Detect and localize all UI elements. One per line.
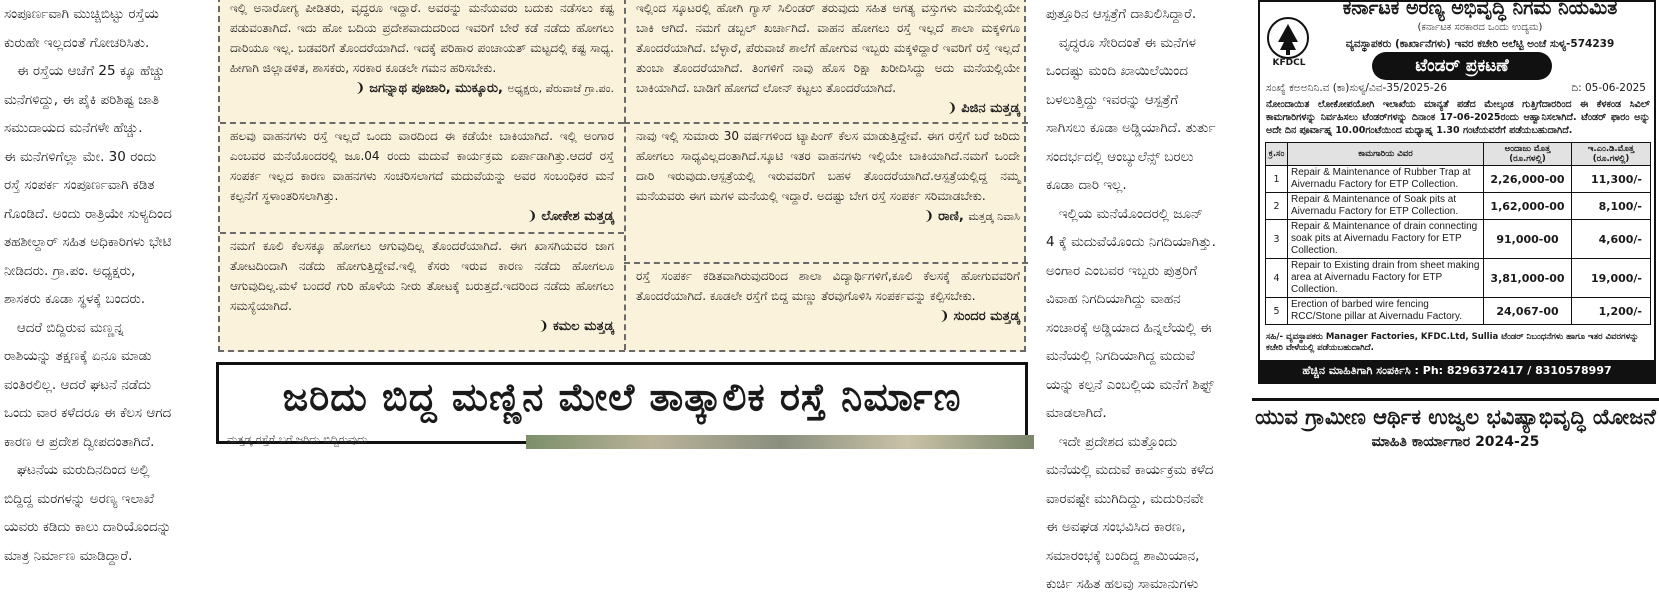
- article-lead-snippet: ಮತ್ತಡ್ಕ ರಸ್ತೆಗೆ ಬರೆ ಜರಿದು ಬಿದ್ದಿರುವುದು: [227, 433, 368, 446]
- text-line: ವಾರವಷ್ಟೇ ಮುಗಿದಿದ್ದು, ಮದುರಿನವೇ: [1046, 490, 1204, 507]
- text-line: ಯವರು ಕಡಿದು ಕಾಲು ದಾರಿಯೊಂದನ್ನು: [4, 519, 172, 535]
- text-line: ಮಾತ್ರ ನಿರ್ಮಾಣ ಮಾಡಿದ್ದಾರೆ.: [4, 547, 133, 564]
- text-line: ಬಿದ್ದಿದ್ದ ಮರಗಳನ್ನು ಅರಣ್ಯ ಇಲಾಖೆ: [4, 490, 155, 507]
- scheme-subtitle: ಮಾಹಿತಿ ಕಾರ್ಯಾಗಾರ 2024-25: [1371, 434, 1540, 450]
- opinion-text: ನಮಗೆ ಕೂಲಿ ಕೆಲಸಕ್ಕೂ ಹೋಗಲು ಆಗುವುದಿಲ್ಲ ತೊಂದರೆಯಾಗಿದೆ. ಈಗ ಖಾಸಗಿಯವರ ಜಾಗ ತೋಟದಿಂದಾಗಿ ನಡೆದು ಹೋಗುತ್ತಿದ್ದೇವೆ.ಇಲ್ಲಿ ಕೆಸರು ಇರುವ ಕಾರಣ ನಡೆದು ಹೋಗಲೂ ಆಗುವುದಿಲ್ಲ.ಮಳೆ ಬಂದರೆ ಗುರಿ ಹೊಳೆಯ ನೀರು ತೋಟಕ್ಕೆ ಬರುತ್ತದೆ.ಇದರಿಂದ ನಡೆದು ಹೋಗಲು ಸಮಸ್ಯೆಯಾಗಿದೆ.: [230, 239, 614, 313]
- text-line: ವಂತಿರಲಿಲ್ಲ. ಆದರೆ ಘಟನೆ ನಡೆದು: [4, 376, 152, 393]
- opinion-signature: ❩ ಪಿಜಿನ ಮತ್ತಡ್ಕ: [636, 98, 1020, 120]
- opinion-signature: ❩ ಲೋಕೇಶ ಮತ್ತಡ್ಕ: [230, 206, 614, 228]
- quote-icon: ❩: [938, 309, 950, 324]
- emd-amount: 4,600/-: [1572, 220, 1651, 259]
- article-headline: ಜರಿದು ಬಿದ್ದ ಮಣ್ಣಿನ ಮೇಲೆ ತಾತ್ಕಾಲಿಕ ರಸ್ತೆ ನಿರ್ಮಾಣ: [282, 375, 962, 419]
- row-number: 2: [1266, 193, 1288, 220]
- opinion-signature: ❩ ಸುಂದರ ಮತ್ತಡ್ಕ: [636, 306, 1020, 328]
- text-line: ಕೂಡಾ ದಾರಿ ಇಲ್ಲ.: [1046, 177, 1127, 193]
- text-line: ಕಾರಣ ಆ ಪ್ರದೇಶ ದ್ವೀಪದಂತಾಗಿದೆ.: [4, 433, 155, 450]
- opinion-separator: [624, 122, 1028, 124]
- text-line: ವೃದ್ಧರೂ ಸೇರಿದಂತೆ ಈ ಮನೆಗಳ: [1046, 34, 1196, 51]
- text-line: ಸಮುದಾಯದ ಮನೆಗಳೇ ಹೆಚ್ಚು.: [4, 120, 143, 136]
- text-line: ಕುರುಹೇ ಇಲ್ಲದಂತೆ ಗೋಚರಿಸಿತು.: [4, 34, 150, 51]
- estimated-amount: 24,067-00: [1484, 298, 1572, 325]
- text-line: ಸಂಪೂರ್ಣವಾಗಿ ಮುಚ್ಚಿಬಿಟ್ಟು ರಸ್ತೆಯ: [4, 6, 159, 22]
- kfdcl-logo-icon: [1266, 16, 1310, 60]
- table-row: [1266, 298, 1651, 325]
- emd-amount: 11,300/-: [1572, 166, 1651, 193]
- tender-advertisement: [1258, 0, 1656, 384]
- text-line: ಗೊಂಡಿದೆ. ಅಂದು ರಾತ್ರಿಯೇ ಸುಳ್ಯದಿಂದ: [4, 205, 172, 222]
- opinion-5: [636, 126, 1020, 228]
- text-line: ಒಂದು ವಾರ ಕಳೆದರೂ ಈ ಕೆಲಸ ಆಗದ: [4, 405, 172, 421]
- article-photo: [526, 435, 1034, 449]
- col-header: ಕ್ರ.ಸಂ: [1266, 143, 1288, 166]
- text-line: ಸಮಾರಂಭಕ್ಕೆ ಬಂದಿದ್ದ ಶಾಮಿಯಾನ,: [1046, 547, 1200, 564]
- quote-icon: ❩: [946, 101, 958, 116]
- tender-table: [1265, 142, 1651, 325]
- text-line: ಈ ಅವಘಡ ಸಂಭವಿಸಿದ ಕಾರಣ,: [1046, 519, 1186, 535]
- opinion-2: [230, 126, 614, 228]
- article-column-right: [1046, 0, 1242, 592]
- opinion-4: [636, 0, 1020, 120]
- text-line: ಇದೇ ಪ್ರದೇಶದ ಮತ್ತೊಂದು: [1046, 433, 1178, 450]
- text-line: ಯನ್ನು ಕಲ್ಪನೆ ಎಂಬಲ್ಲಿಯ ಮನೆಗೆ ಶಿಫ್ಟ್: [1046, 376, 1214, 393]
- text-line: ನೀಡಿದರು. ಗ್ರಾ.ಪಂ. ಅಧ್ಯಕ್ಷರು,: [4, 262, 136, 279]
- opinion-separator: [624, 262, 1028, 264]
- logo-label: KFDCL: [1272, 58, 1306, 68]
- org-address: ವ್ಯವಸ್ಥಾಪಕರು (ಕಾರ್ಖಾನೆಗಳು) ಇವರ ಕಚೇರಿ ಅಲೆಟ್ಟಿ ಅಂಚೆ ಸುಳ್ಯ-574239: [1345, 38, 1615, 50]
- row-number: 5: [1266, 298, 1288, 325]
- text-line: ರಸ್ತೆ ಸಂಪರ್ಕ ಸಂಪೂರ್ಣವಾಗಿ ಕಡಿತ: [4, 177, 155, 193]
- opinion-text: ಇಲ್ಲಿ ಅನಾರೋಗ್ಯ ಪೀಡಿತರು, ವೃದ್ಧರೂ ಇದ್ದಾರೆ. ಅವರನ್ನು ಮನೆಯವರು ಬದುಕು ನಡೆಸಲು ಕಷ್ಟ ಪಡುವಂತಾಗಿದೆ. ಇದು ಹೋ ಬದಿಯ ಪ್ರದೇಶವಾದುದರಿಂದ ಇವರಿಗೆ ಬೇರೆ ಕಡೆ ನಡೆದು ಹೋಗಲು ದಾರಿಯೂ ಇಲ್ಲ. ಬಡವರಿಗೆ ತೊಂದರೆಯಾಗಿದೆ. ಇದಕ್ಕೆ ಪರಿಹಾರ ಪಂಚಾಯತ್ ಮಟ್ಟದಲ್ಲಿ ಕಷ್ಟ ಸಾಧ್ಯ. ಹೀಗಾಗಿ ಜಿಲ್ಲಾಡಳಿತ, ಶಾಸಕರು, ಸರಕಾರ ಕೂಡಲೇ ಗಮನ ಹರಿಸಬೇಕು.: [230, 1, 614, 75]
- quote-icon: ❩: [923, 209, 935, 224]
- col-header: ಕಾಮಗಾರಿಯ ವಿವರ: [1288, 143, 1484, 166]
- quote-icon: ❩: [354, 81, 366, 96]
- text-line: ಮನೆಯಲ್ಲಿ ಮದುವೆ ಕಾರ್ಯಕ್ರಮ ಕಳೆದ: [1046, 462, 1214, 478]
- opinion-separator: [220, 232, 624, 234]
- emd-amount: 8,100/-: [1572, 193, 1651, 220]
- column-divider: [624, 0, 626, 350]
- text-line: ಬಳಲುತ್ತಿದ್ದು ಇವರನ್ನು ಆಸ್ಪತ್ರೆಗೆ: [1046, 91, 1179, 108]
- opinion-3: [230, 236, 614, 338]
- text-line: ಶಾಸಕರು ಕೂಡಾ ಸ್ಥಳಕ್ಕೆ ಬಂದರು.: [4, 291, 146, 307]
- opinion-signature: ❩ ಜಗನ್ನಾಥ ಪೂಜಾರಿ, ಮುಕ್ಕೂರು, ಅಧ್ಯಕ್ಷರು, ಪೆರುವಾಜೆ ಗ್ರಾ.ಪಂ.: [230, 78, 614, 100]
- org-name: ಕರ್ನಾಟಕ ಅರಣ್ಯ ಅಭಿವೃದ್ಧಿ ನಿಗಮ ನಿಯಮಿತ: [1342, 0, 1618, 19]
- text-line: ತಹಶೀಲ್ದಾರ್ ಸಹಿತ ಅಧಿಕಾರಿಗಳು ಭೇಟಿ: [4, 234, 172, 250]
- emd-amount: 1,200/-: [1572, 298, 1651, 325]
- tender-date: ದಿ: 05-06-2025: [1571, 82, 1646, 94]
- text-line: ಇಲ್ಲಿಯ ಮನೆಯೊಂದರಲ್ಲಿ ಜೂನ್: [1046, 205, 1203, 222]
- text-line: ಈ ಮನೆಗಳಿಗೆಲ್ಲಾ ಮೇ. 30 ರಂದು: [4, 148, 157, 165]
- text-line: 4 ಕ್ಕೆ ಮದುವೆಯೊಂದು ನಿಗದಿಯಾಗಿತ್ತು.: [1046, 234, 1216, 250]
- org-subtitle: (ಕರ್ನಾಟಕ ಸರಕಾರದ ಒಂದು ಉದ್ಯಮ): [1417, 22, 1543, 33]
- tender-contact: ಹೆಚ್ಚಿನ ಮಾಹಿತಿಗಾಗಿ ಸಂಪರ್ಕಿಸಿ : Ph: 8296372417 / 8310578997: [1260, 360, 1654, 382]
- scheme-headline-box: [1252, 398, 1659, 450]
- text-line: ಘಟನೆಯ ಮರುದಿನದಿಂದ ಅಲ್ಲಿ: [4, 462, 150, 478]
- estimated-amount: 2,26,000-00: [1484, 166, 1572, 193]
- work-description: Repair & Maintenance of Soak pits at Aivernadu Factory for ETP Collection.: [1288, 193, 1484, 220]
- text-line: ರಾಶಿಯನ್ನು ತಕ್ಷಣಕ್ಕೆ ಏನೂ ಮಾಡು: [4, 348, 152, 364]
- tender-reference: ಸಂಖ್ಯೆ ಕಅಅನಿನಿ.ವ (ಕಾ)ಸುಳ್ಯ/ವಿವ-35/2025-26: [1266, 82, 1448, 94]
- opinion-separator: [220, 122, 624, 124]
- opinion-6: [636, 266, 1020, 328]
- text-line: ವಿವಾಹ ನಿಗದಿಯಾಗಿದ್ದು ವಾಹನ: [1046, 291, 1181, 307]
- public-opinions-box: [218, 0, 1026, 352]
- tender-title: ಟೆಂಡರ್ ಪ್ರಕಟಣೆ: [1372, 52, 1552, 80]
- opinion-text: ರಸ್ತೆ ಸಂಪರ್ಕ ಕಡಿತವಾಗಿರುವುದರಿಂದ ಶಾಲಾ ವಿದ್ಯಾರ್ಥಿಗಳಿಗೆ,ಕೂಲಿ ಕೆಲಸಕ್ಕೆ ಹೋಗುವವರಿಗೆ ತೊಂದರೆಯಾಗಿದೆ. ಕೂಡಲೇ ರಸ್ತೆಗೆ ಬಿದ್ದ ಮಣ್ಣು ತೆರವುಗೊಳಿಸಿ ಸಂಪರ್ಕವನ್ನು ಕಲ್ಪಿಸಬೇಕು.: [636, 269, 1020, 303]
- text-line: ಮನೆಗಳಿದ್ದು, ಈ ಪೈಕಿ ಪರಿಶಿಷ್ಟ ಜಾತಿ: [4, 91, 160, 108]
- table-row: [1266, 220, 1651, 259]
- opinion-signature: ❩ ರಾಣಿ, ಮತ್ತಡ್ಕ ನಿವಾಸಿ: [636, 206, 1020, 228]
- work-description: Repair to Existing drain from sheet making area at Aivernadu Factory for ETP Collection.: [1288, 259, 1484, 298]
- text-line: ಮನೆಯಲ್ಲಿ ನಿಗದಿಯಾಗಿದ್ದ ಮದುವೆ: [1046, 348, 1195, 364]
- quote-icon: ❩: [526, 209, 538, 224]
- text-line: ಮಾಡಲಾಗಿದೆ.: [1046, 405, 1107, 421]
- quote-icon: ❩: [538, 319, 549, 334]
- opinion-text: ಹಲವು ವಾಹನಗಳು ರಸ್ತೆ ಇಲ್ಲದೆ ಒಂದು ವಾರದಿಂದ ಈ ಕಡೆಯೇ ಬಾಕಿಯಾಗಿದೆ. ಇಲ್ಲಿ ಅಂಗಾರ ಎಂಬವರ ಮನೆಯೊಂದರಲ್ಲಿ ಜೂ.04 ರಂದು ಮದುವೆ ಕಾರ್ಯಕ್ರಮ ಏರ್ಪಾಡಾಗಿತ್ತು.ಆದರೆ ರಸ್ತೆ ಸಂಪರ್ಕ ಇಲ್ಲದ ಕಾರಣ ವಾಹನಗಳು ಸಂಚರಿಸಲಾಗದೆ ಮದುವೆಯನ್ನು ಅವರ ಸಂಬಂಧಿಕರ ಮನೆ ಕಲ್ಪನೆಗೆ ಸ್ಥಳಾಂತರಿಸಲಾಗಿತ್ತು.: [230, 129, 614, 203]
- tender-notice: ನೋಂದಾಯಿತ ಲೋಕೋಪಯೋಗಿ ಇಲಾಖೆಯ ಮಾನ್ಯತೆ ಪಡೆದ ಮೇಲ್ಕಂಡ ಗುತ್ತಿಗೆದಾರರಿಂದ ಈ ಕೆಳಕಂಡ ಸಿವಿಲ್ ಕಾಮಗಾರಿಗಳನ್ನು ನಿರ್ವಹಿಸಲು ಟೆಂಡರ್‌ಗಳನ್ನು ದಿನಾಂಕ 17-06-2025ರಂದು ಆಹ್ವಾನಿಸಲಾಗಿದೆ. ಟೆಂಡರ್ ಫಾರಂ ಅನ್ನು ಅದೇ ದಿನ ಪೂರ್ವಾಹ್ನ 10.00ಗಂಟೆಯಿಂದ ಮಧ್ಯಾಹ್ನ 1.30 ಗಂಟೆಯವರೆಗೆ ಪಡೆಯಬಹುದಾಗಿದೆ.: [1266, 99, 1650, 136]
- estimated-amount: 91,000-00: [1484, 220, 1572, 259]
- work-description: Repair & Maintenance of Rubber Trap at Aivernadu Factory for ETP Collection.: [1288, 166, 1484, 193]
- row-number: 1: [1266, 166, 1288, 193]
- opinion-1: [230, 0, 614, 100]
- emd-amount: 19,000/-: [1572, 259, 1651, 298]
- estimated-amount: 3,81,000-00: [1484, 259, 1572, 298]
- text-line: ಸಂದರ್ಭದಲ್ಲಿ ಆಂಬ್ಯುಲೆನ್ಸ್ ಬರಲು: [1046, 148, 1194, 165]
- text-line: ಈ ರಸ್ತೆಯ ಆಚೆಗೆ 25 ಕ್ಕೂ ಹೆಚ್ಚು: [4, 63, 165, 79]
- table-row: [1266, 193, 1651, 220]
- tender-footer: ಸಹಿ/- ವ್ಯವಸ್ಥಾಪಕರು Manager Factories, KFDC.Ltd, Sullia ಟೆಂಡರ್ ನಿಬಂಧನೆಗಳು ಹಾಗೂ ಇತರ ವಿವರಗಳನ್ನು ಕಚೇರಿ ವೇಳೆಯಲ್ಲಿ ಪಡೆಯಬಹುದಾಗಿದೆ.: [1266, 332, 1639, 353]
- work-description: Repair & Maintenance of drain connecting soak pits at Aivernadu Factory for ETP Collection.: [1288, 220, 1484, 259]
- row-number: 3: [1266, 220, 1288, 259]
- opinion-signature: ❩ ಕಮಲ ಮತ್ತಡ್ಕ: [230, 316, 614, 338]
- text-line: ಆದರೆ ಬಿದ್ದಿರುವ ಮಣ್ಣನ್ನ: [4, 319, 124, 336]
- opinion-text: ಇಲ್ಲಿಂದ ಸ್ಕೂಟರಲ್ಲಿ ಹೋಗಿ ಗ್ಯಾಸ್ ಸಿಲಿಂಡರ್ ತರುವುದು ಸಹಿತ ಅಗತ್ಯ ವಸ್ತುಗಳು ಮನೆಯಲ್ಲಿಯೇ ಬಾಕಿ ಆಗಿದೆ. ನಮಗೆ ಡಬ್ಬಲ್ ಖರ್ಚಾಗಿದೆ. ವಾಹನ ಹೋಗಲು ರಸ್ತೆ ಇಲ್ಲದೆ ಶಾಲಾ ಮಕ್ಕಳಿಗೂ ತೊಂದರೆಯಾಗಿದೆ. ಬೆಳ್ಳಾರೆ, ಪೆರುವಾಜೆ ಶಾಲೆಗೆ ಹೋಗುವ ಇಬ್ಬರು ಮಕ್ಕಳಿದ್ದಾರೆ ಇವರಿಗೆ ರಸ್ತೆ ಇಲ್ಲದೆ ತುಂಬಾ ತೊಂದರೆಯಾಗಿದೆ. ತಿಂಗಳಿಗೆ ನಾವು ಹೊಸ ರಿಕ್ಷಾ ಖರೀದಿಸಿದ್ದು ಅದು ಮನೆಯಲ್ಲಿಯೇ ಬಾಕಿಯಾಗಿದೆ. ಬಾಡಿಗೆ ಹೋಗದೆ ಲೋನ್ ಕಟ್ಟಲು ತೊಂದರೆಯಾಗಿದೆ.: [636, 1, 1020, 95]
- text-line: ಒಂದಷ್ಟು ಮಂದಿ ಖಾಯಿಲೆಯಿಂದ: [1046, 63, 1188, 79]
- row-number: 4: [1266, 259, 1288, 298]
- text-line: ಪುತ್ತೂರಿನ ಆಸ್ಪತ್ರೆಗೆ ದಾಖಲಿಸಿದ್ದಾರೆ.: [1046, 6, 1197, 22]
- opinion-text: ನಾವು ಇಲ್ಲಿ ಸುಮಾರು 30 ವರ್ಷಗಳಿಂದ ಟ್ಯಾಪಿಂಗ್ ಕೆಲಸ ಮಾಡುತ್ತಿದ್ದೇವೆ. ಈಗ ರಸ್ತೆಗೆ ಬರೆ ಜರಿದು ಹೋಗಲು ಸಾಧ್ಯವಿಲ್ಲದಂತಾಗಿದೆ.ಸ್ಕೂಟಿ ಇತರ ವಾಹನಗಳು ಇಲ್ಲಿಯೇ ಬಾಕಿಯಾಗಿದೆ.ನಮಗೆ ಒಂದೇ ದಾರಿ ಇರುವುದು.ಆಸ್ಪತ್ರೆಯಲ್ಲಿ ಇರುವವರಿಗೆ ಬಹಳ ತೊಂದರೆಯಾಗಿದೆ.ಆಸ್ಪತ್ರೆಯಲ್ಲಿದ್ದ ನಮ್ಮ ಮನೆಯವರು ಈಗ ಮಗಳ ಮನೆಯಲ್ಲಿ ಇದ್ದಾರೆ. ಅದಷ್ಟು ಬೇಗ ರಸ್ತೆ ಸಂಪರ್ಕ ಸರಿಮಾಡಬೇಕು.: [636, 129, 1020, 203]
- table-row: [1266, 259, 1651, 298]
- scheme-title: ಯುವ ಗ್ರಾಮೀಣ ಆರ್ಥಿಕ ಉಜ್ವಲ ಭವಿಷ್ಯಾಭಿವೃದ್ಧಿ ಯೋಜನೆ: [1255, 405, 1656, 429]
- text-line: ಕುರ್ಚಿ ಸಹಿತ ಹಲವು ಸಾಮಾನುಗಳು: [1046, 576, 1199, 592]
- estimated-amount: 1,62,000-00: [1484, 193, 1572, 220]
- col-header: ಇ.ಎಂ.ಡಿ.ಮೊತ್ತ (ರೂ.ಗಳಲ್ಲಿ): [1572, 143, 1651, 166]
- col-header: ಅಂದಾಜು ಮೊತ್ತ (ರೂ.ಗಳಲ್ಲಿ): [1484, 143, 1572, 166]
- table-header-row: [1266, 143, 1651, 166]
- work-description: Erection of barbed wire fencing RCC/Stone pillar at Aivernadu Factory.: [1288, 298, 1484, 325]
- text-line: ಸಂಚಾರಕ್ಕೆ ಅಡ್ಡಿಯಾದ ಹಿನ್ನಲೆಯಲ್ಲಿ ಈ: [1046, 319, 1212, 336]
- text-line: ಸಾಗಿಸಲು ಕೂಡಾ ಅಡ್ಡಿಯಾಗಿದೆ. ತುರ್ತು: [1046, 120, 1216, 136]
- text-line: ಅಂಗಾರ ಎಂಬವರ ಇಬ್ಬರು ಪುತ್ರರಿಗೆ: [1046, 262, 1198, 279]
- table-row: [1266, 166, 1651, 193]
- article-column-left: [4, 0, 194, 564]
- article-headline-box: [216, 362, 1028, 444]
